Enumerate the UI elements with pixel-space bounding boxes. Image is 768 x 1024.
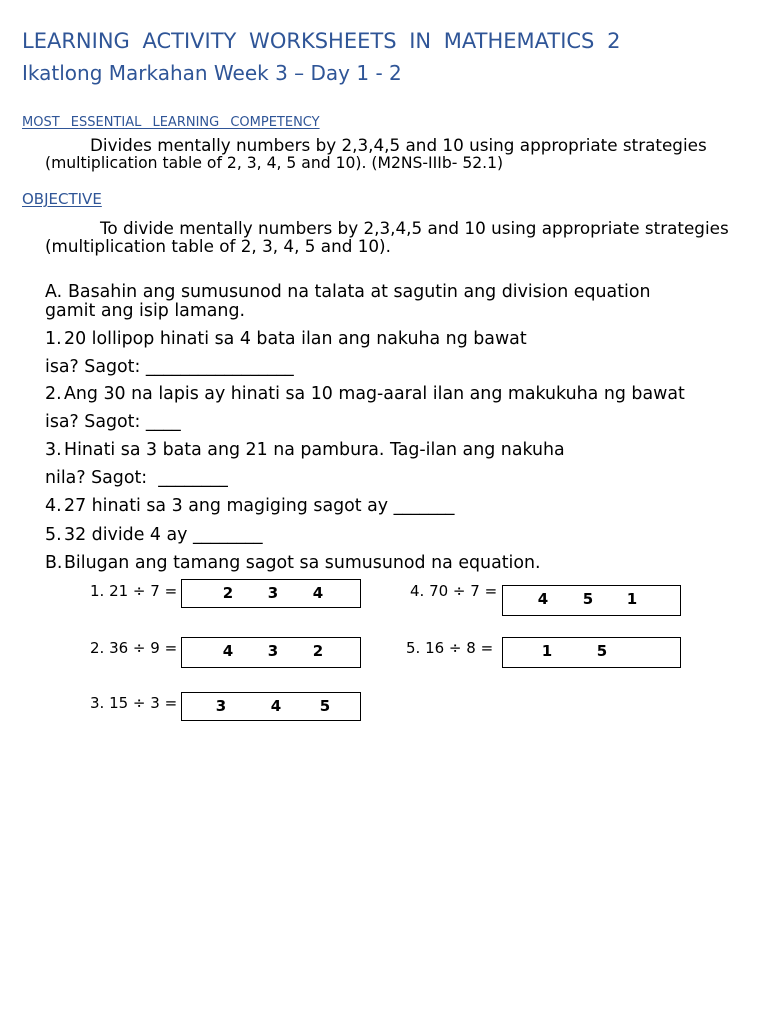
- equation-label: 2. 36 ÷ 9 =: [90, 639, 178, 657]
- objective-heading: OBJECTIVE: [22, 190, 102, 208]
- answer-choice: 5: [582, 590, 594, 608]
- answer-blank-line: isa? Sagot: ____: [45, 412, 181, 432]
- answer-choice: 5: [319, 697, 331, 715]
- answer-choices-box: [181, 579, 361, 608]
- answer-choice: 3: [267, 584, 279, 602]
- question-number: 5.: [45, 525, 62, 545]
- worksheet-title: LEARNING ACTIVITY WORKSHEETS IN MATHEMATICS 2: [22, 29, 621, 53]
- question-text-line: 32 divide 4 ay ________: [64, 525, 263, 545]
- answer-choice: 1: [626, 590, 638, 608]
- part-b-label: B.: [45, 553, 63, 573]
- answer-choices-box: [181, 637, 361, 668]
- question-number: 3.: [45, 440, 62, 460]
- answer-choices-box: [502, 585, 681, 616]
- answer-choices-box: [502, 637, 681, 668]
- objective-text-line: (multiplication table of 2, 3, 4, 5 and 10).: [45, 236, 391, 256]
- answer-choice: 1: [541, 642, 553, 660]
- part-a-instruction-line: Basahin ang sumusunod na talata at sagutin ang division equation: [68, 282, 651, 302]
- answer-choice: 2: [312, 642, 324, 660]
- competency-text-line: Divides mentally numbers by 2,3,4,5 and 10 using appropriate strategies: [90, 135, 707, 155]
- worksheet-subtitle: Ikatlong Markahan Week 3 – Day 1 - 2: [22, 61, 402, 85]
- competency-heading: MOST ESSENTIAL LEARNING COMPETENCY: [22, 115, 320, 130]
- question-text-line: 27 hinati sa 3 ang magiging sagot ay _______: [64, 496, 455, 516]
- answer-blank-line: isa? Sagot: _________________: [45, 357, 294, 377]
- answer-choice: 2: [222, 584, 234, 602]
- objective-text-line: To divide mentally numbers by 2,3,4,5 and 10 using appropriate strategies: [100, 218, 729, 238]
- part-a-label: A.: [45, 282, 63, 302]
- equation-label: 5. 16 ÷ 8 =: [406, 639, 494, 657]
- part-a-instruction-line: gamit ang isip lamang.: [45, 301, 246, 321]
- answer-choice: 3: [215, 697, 227, 715]
- equation-label: 1. 21 ÷ 7 =: [90, 582, 178, 600]
- question-number: 1.: [45, 329, 62, 349]
- equation-label: 3. 15 ÷ 3 =: [90, 694, 178, 712]
- question-text-line: Ang 30 na lapis ay hinati sa 10 mag-aaral ilan ang makukuha ng bawat: [64, 384, 685, 404]
- question-text-line: 20 lollipop hinati sa 4 bata ilan ang nakuha ng bawat: [64, 329, 527, 349]
- answer-choice: 5: [596, 642, 608, 660]
- question-text-line: Hinati sa 3 bata ang 21 na pambura. Tag-ilan ang nakuha: [64, 440, 565, 460]
- answer-choice: 4: [222, 642, 234, 660]
- answer-choice: 4: [270, 697, 282, 715]
- answer-choices-box: [181, 692, 361, 721]
- question-number: 2.: [45, 384, 62, 404]
- question-number: 4.: [45, 496, 62, 516]
- equation-label: 4. 70 ÷ 7 =: [410, 582, 498, 600]
- part-b-instruction: Bilugan ang tamang sagot sa sumusunod na equation.: [64, 553, 541, 573]
- answer-choice: 3: [267, 642, 279, 660]
- answer-blank-line: nila? Sagot: ________: [45, 468, 228, 488]
- answer-choice: 4: [312, 584, 324, 602]
- answer-choice: 4: [537, 590, 549, 608]
- competency-text-line: (multiplication table of 2, 3, 4, 5 and 10). (M2NS-IIIb- 52.1): [45, 154, 504, 172]
